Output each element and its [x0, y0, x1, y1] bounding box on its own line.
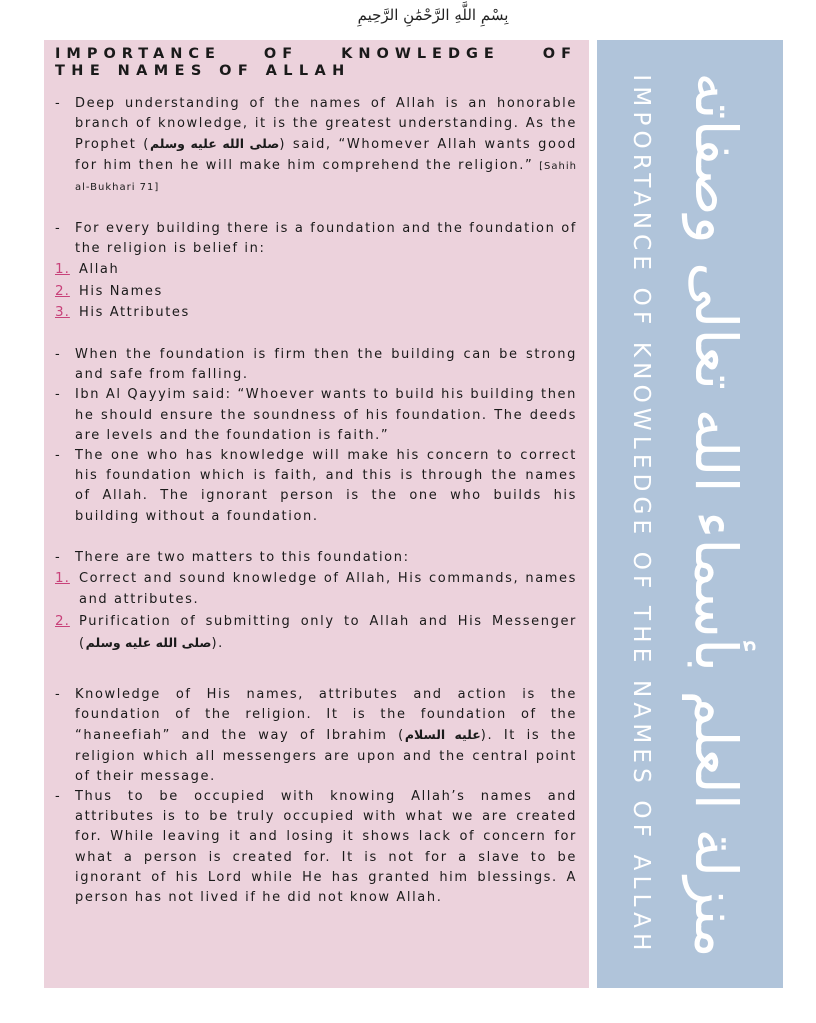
bullet-item: - Knowledge of His names, attributes and action is the foundation of the religion. It is the foundation of the “haneefiah” and the way of Ibrahim (عليه السلام). It is the religion which all messengers are upon and the central point of their message. — [55, 685, 577, 787]
page-title — [55, 46, 577, 80]
list-number: 2. — [55, 612, 70, 629]
list-number: 3. — [55, 304, 70, 321]
list-item: 2. Purification of submitting only to Allah and His Messenger (صلى الله عليه وسلم). — [55, 612, 577, 652]
arabic-salutation: صلى الله عليه وسلم — [85, 635, 212, 651]
list-number: 1. — [55, 569, 70, 586]
bullet-item: - The one who has knowledge will make his concern to correct his foundation which is faith, and this is through the names of Allah. The ignorant person is the one who builds his building without a foundation. — [55, 446, 577, 527]
numbered-list-2 — [55, 568, 577, 655]
bullet-list-2 — [55, 219, 577, 259]
bullet-item: - Ibn Al Qayyim said: “Whoever wants to build his building then he should ensure the soundness of his foundation. The deeds are levels and the foundation is faith.” — [55, 385, 577, 446]
bullet-item: - Deep understanding of the names of Allah is an honorable branch of knowledge, it is the greatest understanding. As the Prophet (صلى الله عليه وسلم) said, “Whomever Allah wants good for him then he will make him comprehend the religion.” [Sahih al-Bukhari 71] — [55, 94, 577, 198]
list-number: 1. — [55, 261, 70, 278]
bullet-item: - Thus to be occupied with knowing Allah’s names and attributes is to be truly occupied with what we are created for. While leaving it and losing it shows lack of concern for what a person is created for. It is not for a slave to be ignorant of his Lord while He has granted him blessings. A person has not lived if he did not know Allah. — [55, 787, 577, 908]
bullet-list-1 — [55, 94, 577, 198]
bullet-list-5 — [55, 685, 577, 908]
bullet-list-4 — [55, 548, 577, 568]
list-item: 1. Correct and sound knowledge of Allah, His commands, names and attributes. — [55, 569, 577, 608]
content-panel — [44, 40, 589, 988]
bismillah-header: بِسْمِ اللَّهِ الرَّحْمَٰنِ الرَّحِيمِ — [357, 6, 509, 24]
list-number: 2. — [55, 282, 70, 299]
bullet-item: - For every building there is a foundation and the foundation of the religion is belief in: — [55, 219, 577, 259]
bullet-list-3 — [55, 345, 577, 527]
list-item: 3. His Attributes — [55, 302, 577, 324]
hadith-citation: [Sahih al-Bukhari 71] — [75, 160, 577, 193]
title-line-1: IMPORTANCE OF KNOWLEDGE OF — [55, 46, 577, 62]
bullet-item: - When the foundation is firm then the building can be strong and safe from falling. — [55, 345, 577, 385]
arabic-salutation: عليه السلام — [404, 727, 481, 743]
numbered-list-1 — [55, 259, 577, 324]
list-item: 1. Allah — [55, 259, 577, 281]
bullet-item: - There are two matters to this foundation: — [55, 548, 577, 568]
list-item: 2. His Names — [55, 281, 577, 303]
arabic-salutation: صلى الله عليه وسلم — [149, 136, 280, 152]
title-line-2: THE NAMES OF ALLAH — [55, 63, 351, 79]
